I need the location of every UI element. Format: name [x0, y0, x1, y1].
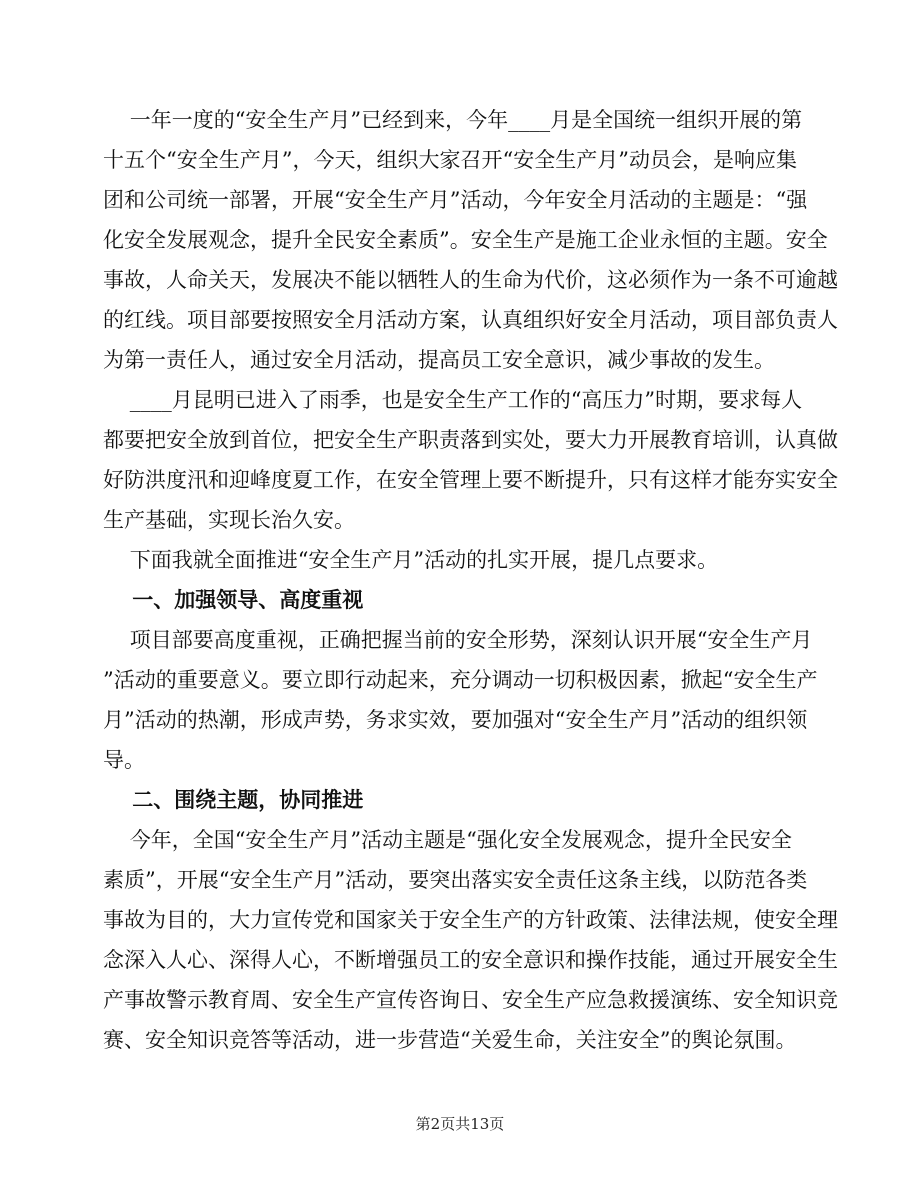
text-line: 月”活动的热潮，形成声势，务求实效，要加强对“安全生产月”活动的组织领 — [103, 708, 808, 732]
text-line: 十五个“安全生产月”，今天，组织大家召开“安全生产月”动员会，是响应集 — [103, 148, 797, 172]
text-line: 素质”，开展“安全生产月”活动，要突出落实安全责任这条主线，以防范各类 — [103, 868, 808, 892]
text-line: 一年一度的“安全生产月”已经到来，今年____月是全国统一组织开展的第 — [103, 108, 803, 132]
text-line: 都要把安全放到首位，把安全生产职责落到实处，要大力开展教育培训，认真做 — [103, 428, 838, 452]
text-line: 念深入人心、深得人心，不断增强员工的安全意识和操作技能，通过开展安全生 — [103, 948, 838, 972]
text-line: 好防洪度汛和迎峰度夏工作，在安全管理上要不断提升，只有这样才能夯实安全 — [103, 468, 838, 492]
text-line: 事故为目的，大力宣传党和国家关于安全生产的方针政策、法律法规，使安全理 — [103, 908, 838, 932]
text-line: 项目部要高度重视，正确把握当前的安全形势，深刻认识开展“安全生产月 — [103, 628, 813, 652]
text-line: 团和公司统一部署，开展“安全生产月”活动，今年安全月活动的主题是：“强 — [103, 188, 808, 212]
document-body — [103, 100, 838, 1060]
text-line: ____月昆明已进入了雨季，也是安全生产工作的“高压力”时期，要求每人 — [103, 388, 803, 412]
text-line: 事故，人命关天，发展决不能以牺牲人的生命为代价，这必须作为一条不可逾越 — [103, 268, 838, 292]
text-line: 为第一责任人，通过安全月活动，提高员工安全意识，减少事故的发生。 — [103, 348, 775, 372]
section-heading: 二、围绕主题，协同推进 — [103, 787, 364, 812]
text-line: 的红线。项目部要按照安全月活动方案，认真组织好安全月活动，项目部负责人 — [103, 308, 838, 332]
section-heading: 一、加强领导、高度重视 — [103, 587, 364, 612]
text-line: 导。 — [103, 748, 145, 772]
text-line: 下面我就全面推进“安全生产月”活动的扎实开展，提几点要求。 — [103, 548, 719, 572]
text-line: 产事故警示教育周、安全生产宣传咨询日、安全生产应急救援演练、安全知识竞 — [103, 988, 838, 1012]
text-line: 生产基础，实现长治久安。 — [103, 508, 355, 532]
text-line: ”活动的重要意义。要立即行动起来，充分调动一切积极因素，掀起“安全生产 — [103, 668, 818, 692]
page-number-footer: 第2页共13页 — [415, 1115, 505, 1133]
text-line: 化安全发展观念，提升全民安全素质”。安全生产是施工企业永恒的主题。安全 — [103, 228, 828, 252]
text-line: 今年，全国“安全生产月”活动主题是“强化安全发展观念，提升全民安全 — [103, 828, 792, 852]
text-line: 赛、安全知识竞答等活动，进一步营造“关爱生命，关注安全”的舆论氛围。 — [103, 1028, 797, 1052]
